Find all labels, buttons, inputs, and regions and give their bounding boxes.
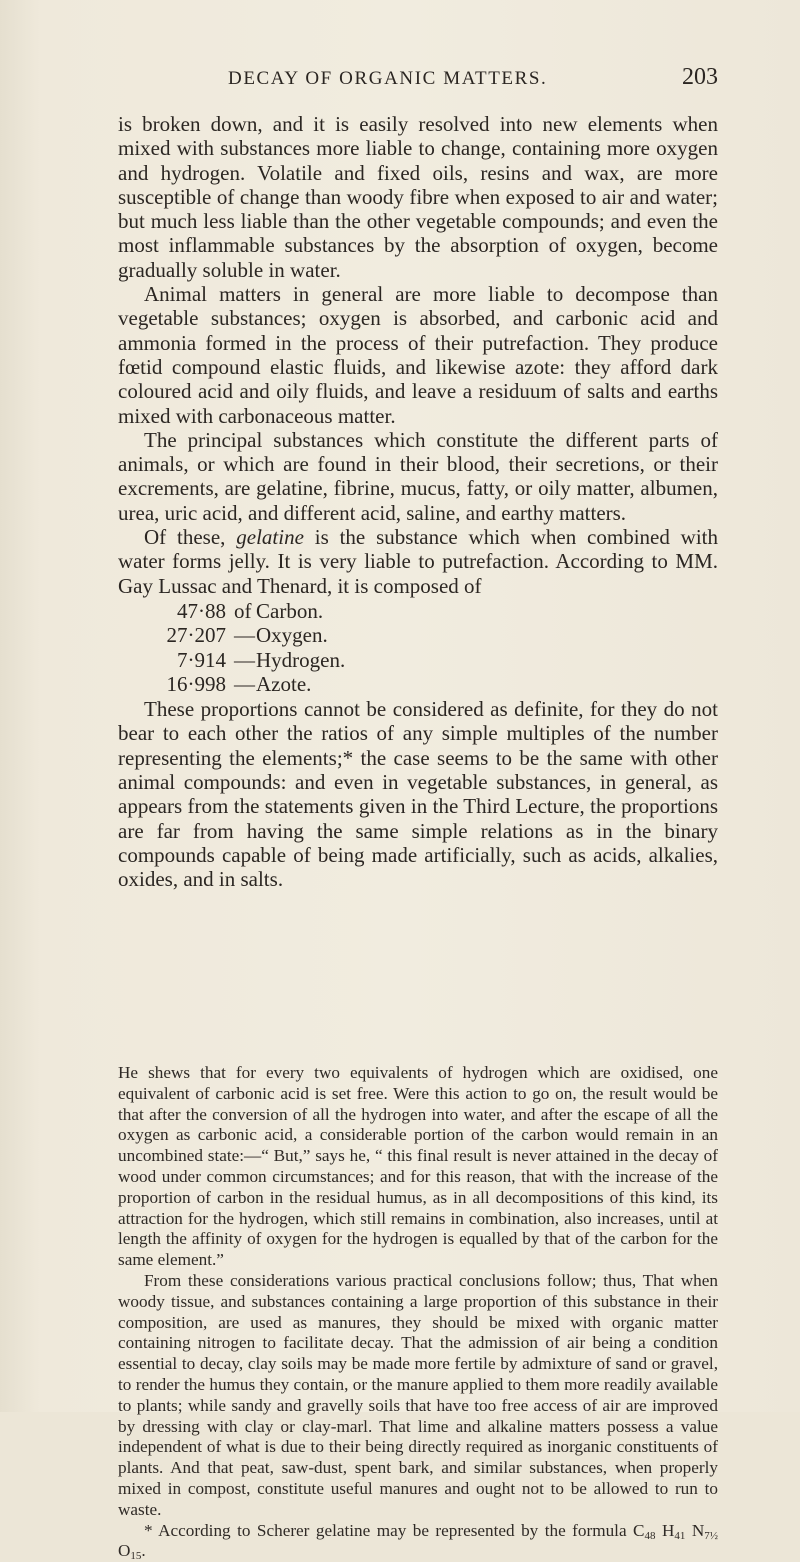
notes-section [118, 1063, 718, 1562]
formula-symbol: N [691, 1520, 705, 1540]
composition-row [118, 599, 718, 623]
paragraph: These proportions cannot be considered as definite, for they do not bear to each other the ratios of any simple multiples of the number representing the elements;* the case seems to be the same with other animal compounds: and even in vegetable substances, in general, as appears from the statements given in the Third Lecture, the proportions are far from having the same simple relations as in the binary compounds capable of being made artificially, such as acids, alkalies, oxides, and in salts. [118, 697, 718, 892]
formula-subscript: 41 [674, 1529, 686, 1542]
paragraph-gelatine [118, 525, 718, 598]
composition-element: Carbon. [256, 598, 324, 623]
page-header [118, 64, 718, 94]
composition-element: Azote. [256, 671, 312, 696]
formula-symbol: C [633, 1520, 645, 1540]
composition-value: 7·914 [177, 647, 226, 672]
formula-subscript: 7½ [704, 1529, 718, 1542]
composition-row [118, 623, 718, 647]
running-head: DECAY OF ORGANIC MATTERS. [228, 68, 548, 89]
composition-row [118, 672, 718, 696]
formula-symbol: H [661, 1520, 675, 1540]
composition-separator: — [234, 647, 255, 672]
composition-value: 27·207 [166, 623, 226, 648]
composition-separator: — [234, 671, 255, 696]
formula-subscript: 15 [130, 1550, 142, 1562]
italic-term: gelatine [236, 525, 304, 550]
paragraph: The principal substances which constitute the different parts of animals, or which are found in their blood, their secretions, or their excrements, are gelatine, fibrine, mucus, fatty, or oily matter, albumen, urea, uric acid, and different acid, saline, and earthy matters. [118, 427, 718, 525]
paragraph: is broken down, and it is easily resolved into new elements when mixed with substances more liable to change, containing more oxygen and hydrogen. Volatile and fixed oils, resins and wax, are more susceptible of change than woody fibre when exposed to air and water; but much less liable than the other vegetable compounds; and even the most inflammable substances by the absorption of oxygen, become gradually soluble in water. [118, 112, 718, 282]
composition-separator: — [234, 623, 255, 648]
footnote-text: * According to Scherer gelatine may be represented by the formula [144, 1520, 627, 1540]
composition-element: Hydrogen. [256, 647, 346, 672]
composition-value: 16·998 [166, 671, 226, 696]
page-number: 203 [682, 64, 718, 90]
note-paragraph: He shews that for every two equivalents of hydrogen which are oxidised, one equivalent of carbonic acid is set free. Were this action to go on, the result would be that after the conversion of all the hydrogen into water, and after the escape of all the oxygen as carbonic acid, a considerable portion of the carbon would remain in an uncombined state:—“ But,” says he, “ this final result is never attained in the decay of wood under common circumstances; and for this reason, that with the increase of the proportion of carbon in the residual humus, as in all decompositions of this kind, its attraction for the hydrogen, which still remains in combination, also increases, until at length the affinity of oxygen for the hydrogen is equalled by that of the carbon for the same element.” [118, 1063, 718, 1270]
footnote [118, 1521, 718, 1562]
formula-symbol: O [118, 1541, 131, 1561]
composition-row [118, 648, 718, 672]
text-run: Of these, [144, 525, 226, 550]
composition-element: Oxygen. [256, 623, 328, 648]
text-run: is the substance which when combined with water forms jelly. It is very liable to putrefaction. According to MM. Gay Lussac and Thenard, it is composed of [118, 525, 719, 598]
paragraph: Animal matters in general are more liable to decompose than vegetable substances; oxygen is absorbed, and carbonic acid and ammonia formed in the process of their putrefaction. They produce fœtid compound elastic fluids, and likewise azote: they afford dark coloured acid and oily fluids, and leave a residuum of salts and earths mixed with carbonaceous matter. [118, 282, 718, 428]
formula-subscript: 48 [644, 1529, 656, 1542]
formula-end: . [141, 1541, 146, 1561]
composition-separator: of [234, 598, 252, 623]
composition-table [118, 599, 718, 696]
composition-value: 47·88 [177, 598, 226, 623]
note-paragraph: From these considerations various practical conclusions follow; thus, That when woody tissue, and substances containing a large proportion of this substance in their composition, are used as manures, they should be mixed with organic matter containing nitrogen to facilitate decay. That the admission of air being a condition essential to decay, clay soils may be made more fertile by admixture of sand or gravel, to render the humus they contain, or the manure applied to them more readily available to plants; while sandy and gravelly soils that have too free access of air are improved by dressing with clay or clay-marl. That lime and alkaline matters possess a value independent of what is due to their being directly required as inorganic constituents of plants. And that peat, saw-dust, spent bark, and similar substances, when properly mixed in compost, constitute useful manures and ought not to be allowed to run to waste. [118, 1270, 718, 1519]
main-text [118, 112, 718, 892]
